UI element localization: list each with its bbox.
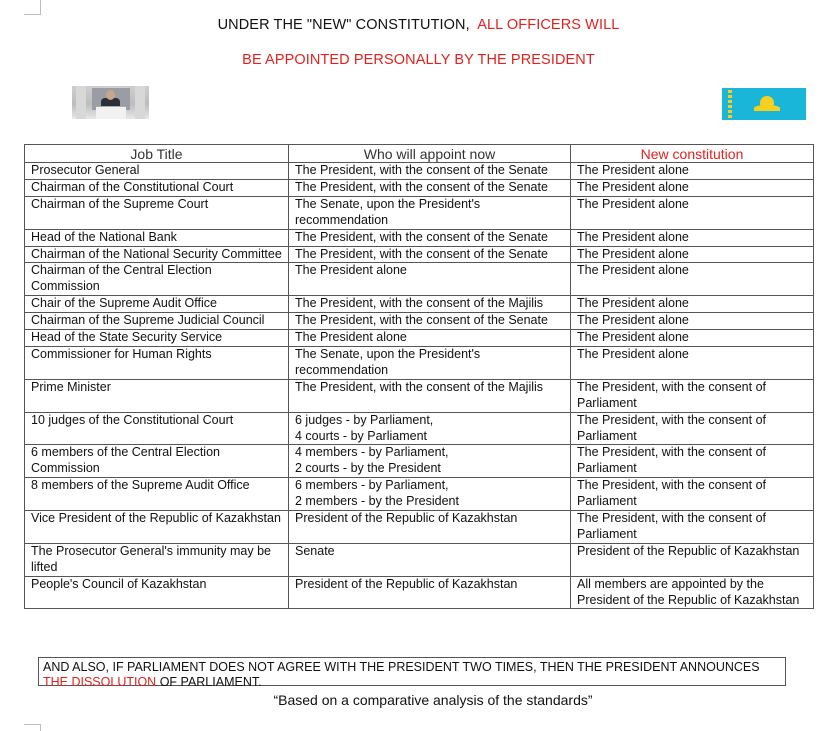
cell-new-constitution: The President, with the consent of Parliament xyxy=(571,445,814,478)
cell-new-constitution: The President alone xyxy=(571,246,814,263)
cell-job-title: Chair of the Supreme Audit Office xyxy=(25,296,289,313)
table-row xyxy=(25,543,814,576)
header-new-constitution: New constitution xyxy=(571,145,814,163)
title-red-part: ALL OFFICERS WILL xyxy=(477,17,620,33)
table-row xyxy=(25,179,814,196)
cell-new-constitution: The President alone xyxy=(571,263,814,296)
note-red-text: THE DISSOLUTION xyxy=(43,675,157,689)
table-row xyxy=(25,263,814,296)
table-row xyxy=(25,246,814,263)
cell-new-constitution: The President, with the consent of Parliament xyxy=(571,511,814,544)
kazakhstan-flag-icon xyxy=(722,88,806,120)
cell-who-appoints-now: 6 judges - by Parliament, 4 courts - by Parliament xyxy=(289,412,571,445)
cell-new-constitution: The President alone xyxy=(571,296,814,313)
cell-new-constitution: All members are appointed by the President of the Republic of Kazakhstan xyxy=(571,576,814,609)
title-line-2: BE APPOINTED PERSONALLY BY THE PRESIDENT xyxy=(242,52,595,68)
photo-podium xyxy=(96,106,126,119)
table-row xyxy=(25,330,814,347)
note-text-1: AND ALSO, IF PARLIAMENT DOES NOT AGREE WITH THE PRESIDENT TWO TIMES, THEN THE PRESIDENT ANNOUNCES xyxy=(43,660,760,674)
appointments-table xyxy=(24,144,814,609)
table-body xyxy=(25,163,814,609)
cell-job-title: 8 members of the Supreme Audit Office xyxy=(25,478,289,511)
president-photo xyxy=(72,86,149,119)
cell-new-constitution: The President alone xyxy=(571,163,814,180)
photo-pillar-right xyxy=(135,86,145,119)
table-row xyxy=(25,346,814,379)
table-row xyxy=(25,412,814,445)
page-corner-mark-top xyxy=(24,0,41,15)
cell-new-constitution: The President alone xyxy=(571,179,814,196)
cell-job-title: Commissioner for Human Rights xyxy=(25,346,289,379)
cell-new-constitution: The President, with the consent of Parliament xyxy=(571,478,814,511)
cell-new-constitution: The President alone xyxy=(571,330,814,347)
table-row xyxy=(25,296,814,313)
cell-who-appoints-now: The President alone xyxy=(289,330,571,347)
cell-new-constitution: The President, with the consent of Parliament xyxy=(571,412,814,445)
table-row xyxy=(25,379,814,412)
cell-job-title: The Prosecutor General's immunity may be lifted xyxy=(25,543,289,576)
cell-new-constitution: The President alone xyxy=(571,346,814,379)
cell-job-title: People's Council of Kazakhstan xyxy=(25,576,289,609)
cell-job-title: Head of the National Bank xyxy=(25,229,289,246)
table-row xyxy=(25,445,814,478)
table-row xyxy=(25,163,814,180)
cell-job-title: Chairman of the National Security Committee xyxy=(25,246,289,263)
source-footnote: “Based on a comparative analysis of the standards” xyxy=(273,692,593,708)
cell-who-appoints-now: The President, with the consent of the Senate xyxy=(289,313,571,330)
cell-who-appoints-now: The President, with the consent of the Majilis xyxy=(289,296,571,313)
cell-job-title: Prosecutor General xyxy=(25,163,289,180)
cell-who-appoints-now: 6 members - by Parliament, 2 members - by the President xyxy=(289,478,571,511)
table-row xyxy=(25,313,814,330)
photo-speaker-head xyxy=(106,90,115,100)
table-row xyxy=(25,511,814,544)
dissolution-note xyxy=(38,657,786,689)
table-row xyxy=(25,576,814,609)
cell-who-appoints-now: 4 members - by Parliament, 2 courts - by the President xyxy=(289,445,571,478)
cell-job-title: Chairman of the Constitutional Court xyxy=(25,179,289,196)
cell-who-appoints-now: The President, with the consent of the Majilis xyxy=(289,379,571,412)
table-header-row xyxy=(25,145,814,163)
cell-new-constitution: The President alone xyxy=(571,196,814,229)
cell-new-constitution: The President alone xyxy=(571,229,814,246)
table-row xyxy=(25,478,814,511)
table-row xyxy=(25,196,814,229)
cell-new-constitution: The President alone xyxy=(571,313,814,330)
flag-eagle xyxy=(754,105,780,111)
cell-job-title: Chairman of the Supreme Court xyxy=(25,196,289,229)
header-who-appoints-now: Who will appoint now xyxy=(289,145,571,163)
cell-who-appoints-now: The President, with the consent of the Senate xyxy=(289,179,571,196)
cell-job-title: Chairman of the Supreme Judicial Council xyxy=(25,313,289,330)
cell-who-appoints-now: The President, with the consent of the Senate xyxy=(289,229,571,246)
cell-who-appoints-now: Senate xyxy=(289,543,571,576)
photo-pillar-left xyxy=(76,86,86,119)
cell-who-appoints-now: President of the Republic of Kazakhstan xyxy=(289,511,571,544)
cell-job-title: 10 judges of the Constitutional Court xyxy=(25,412,289,445)
cell-job-title: Chairman of the Central Election Commission xyxy=(25,263,289,296)
cell-new-constitution: President of the Republic of Kazakhstan xyxy=(571,543,814,576)
header-job-title: Job Title xyxy=(25,145,289,163)
note-text-2: OF PARLIAMENT. xyxy=(159,675,262,689)
cell-who-appoints-now: The Senate, upon the President's recommendation xyxy=(289,346,571,379)
cell-who-appoints-now: The President, with the consent of the Senate xyxy=(289,246,571,263)
title-prefix: UNDER THE "NEW" CONSTITUTION, xyxy=(217,17,470,33)
cell-who-appoints-now: The Senate, upon the President's recommendation xyxy=(289,196,571,229)
cell-new-constitution: The President, with the consent of Parliament xyxy=(571,379,814,412)
cell-job-title: 6 members of the Central Election Commission xyxy=(25,445,289,478)
title-line-1 xyxy=(0,17,837,33)
flag-ornament xyxy=(728,90,732,118)
cell-who-appoints-now: The President alone xyxy=(289,263,571,296)
cell-job-title: Prime Minister xyxy=(25,379,289,412)
table-row xyxy=(25,229,814,246)
cell-who-appoints-now: The President, with the consent of the Senate xyxy=(289,163,571,180)
cell-who-appoints-now: President of the Republic of Kazakhstan xyxy=(289,576,571,609)
cell-job-title: Head of the State Security Service xyxy=(25,330,289,347)
cell-job-title: Vice President of the Republic of Kazakhstan xyxy=(25,511,289,544)
